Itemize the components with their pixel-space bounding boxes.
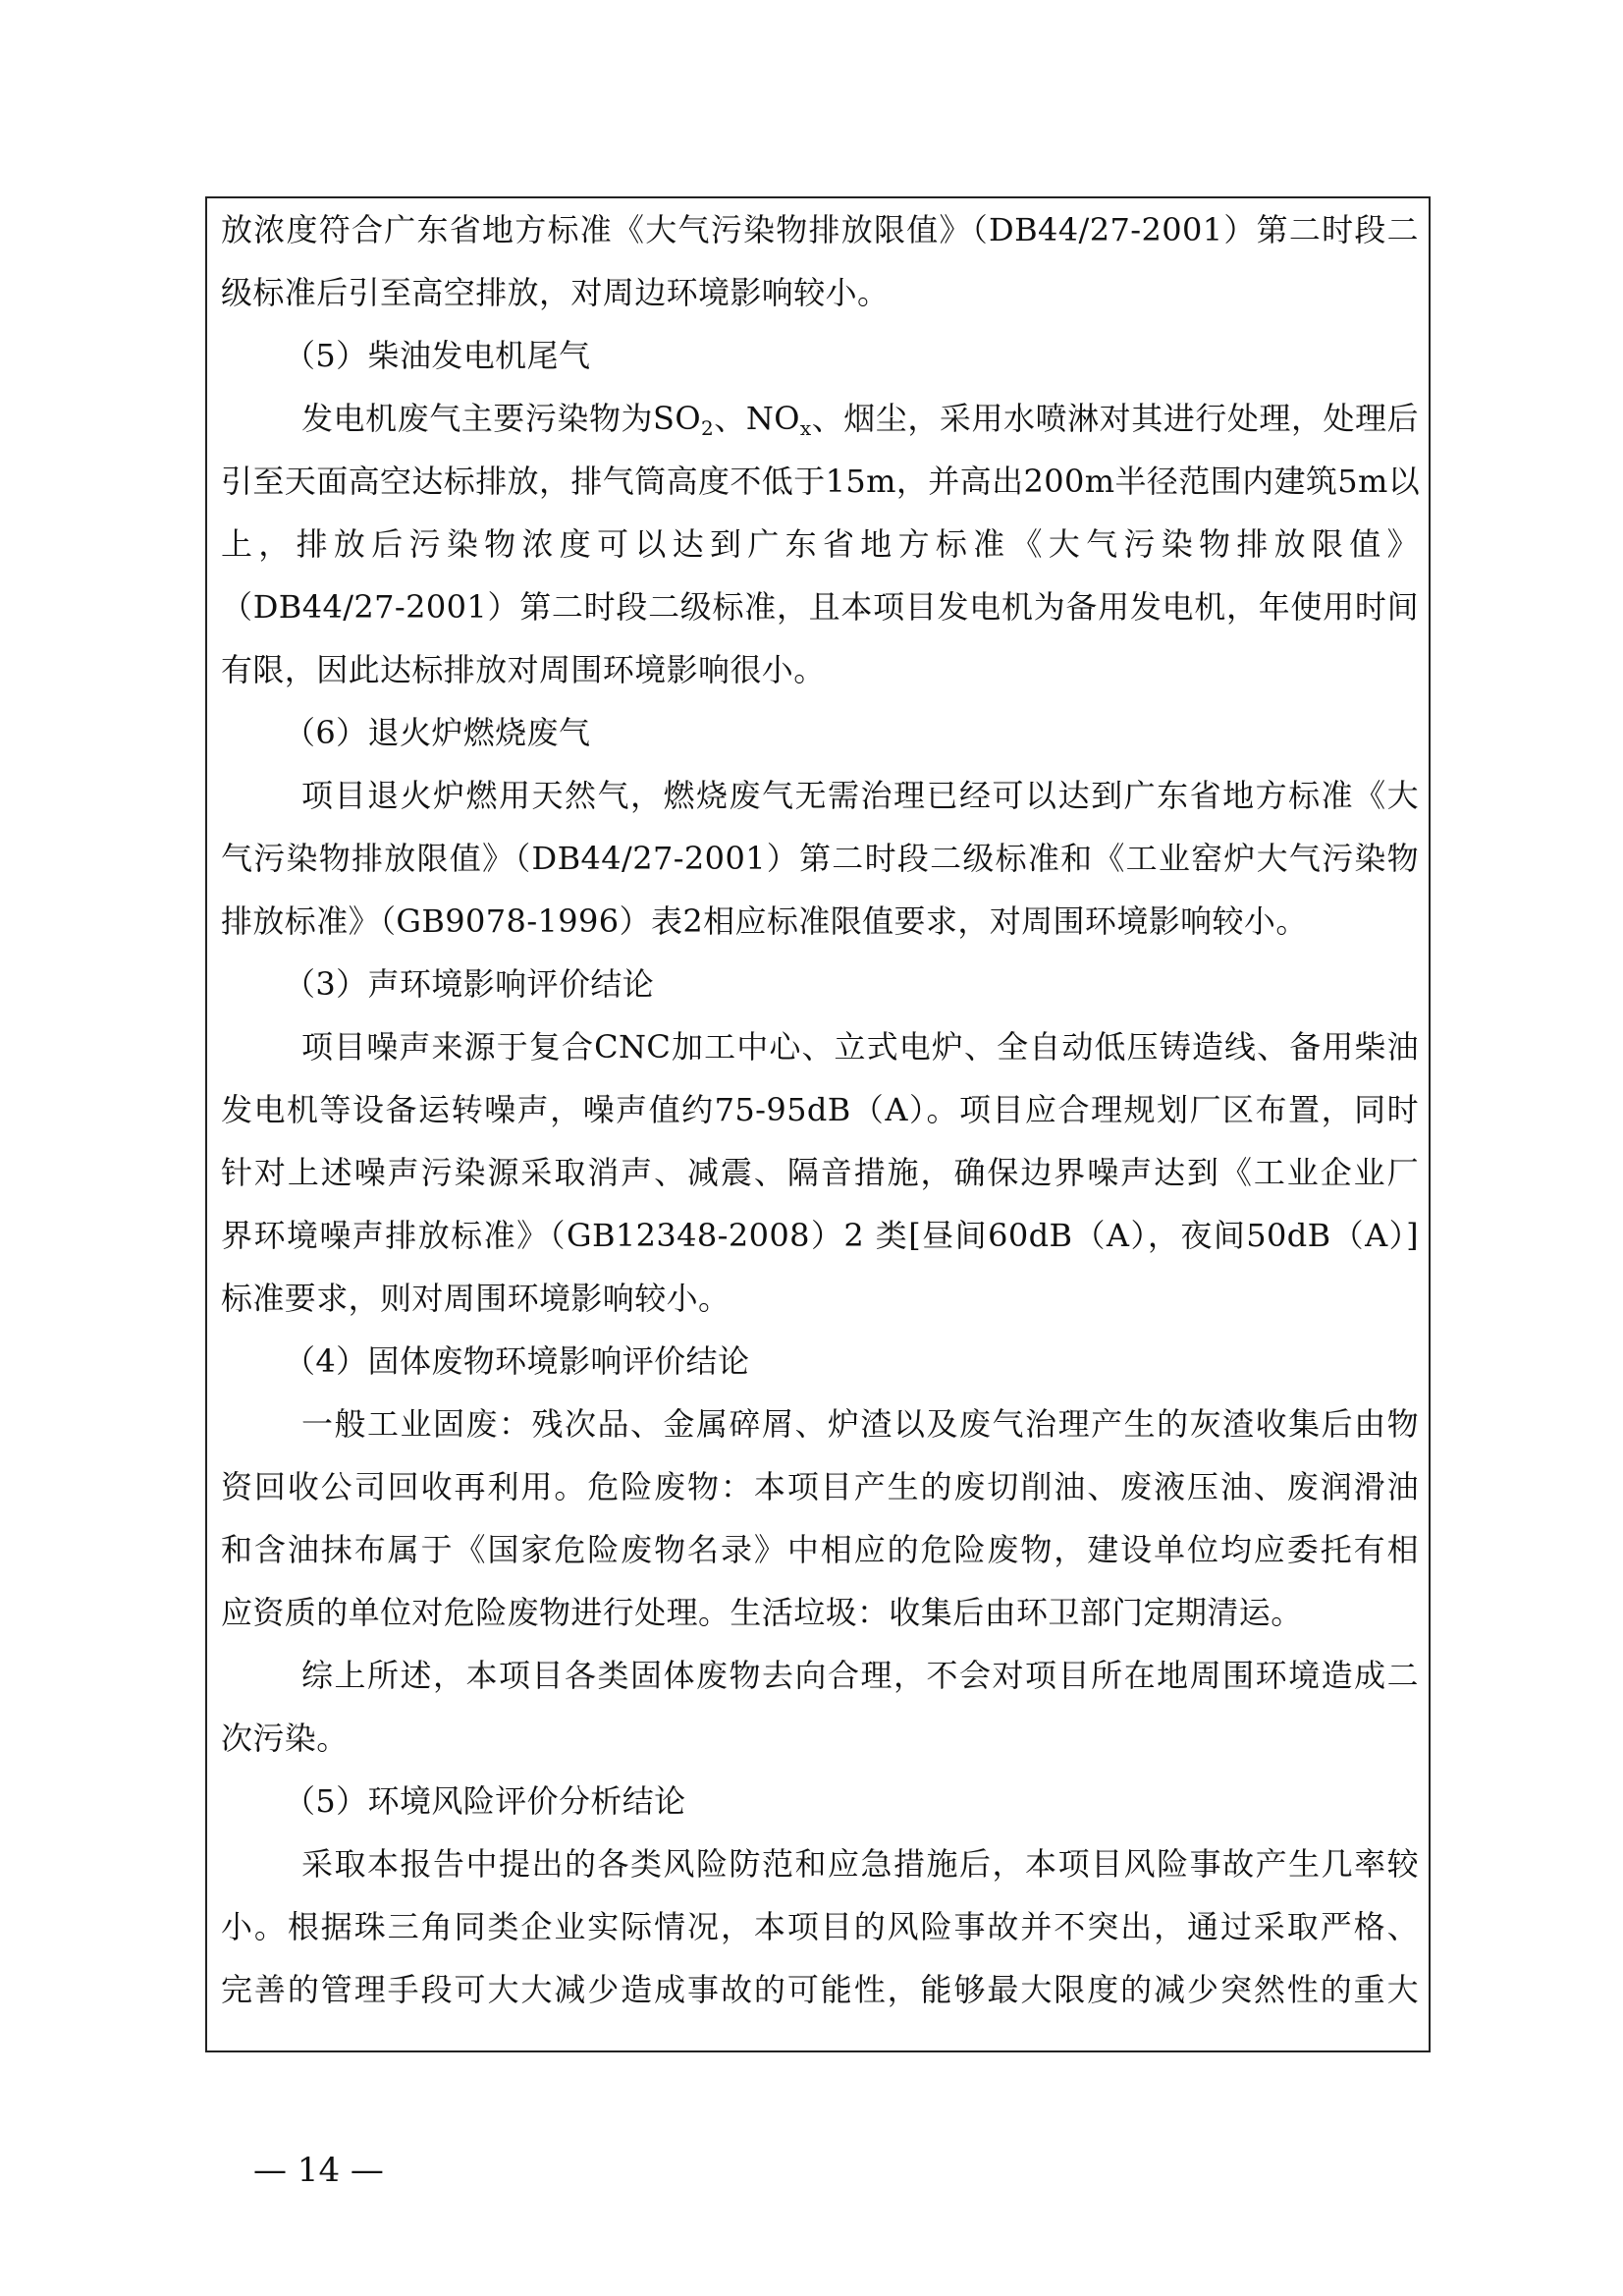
paragraph-line: 项目噪声来源于复合CNC加工中心、立式电炉、全自动低压铸造线、备用柴油 <box>301 1028 1419 1066</box>
section-heading-solid-waste: （4）固体废物环境影响评价结论 <box>284 1342 750 1380</box>
paragraph-line: 针对上述噪声污染源采取消声、减震、隔音措施，确保边界噪声达到《工业企业厂 <box>221 1154 1419 1191</box>
paragraph-line: 气污染物排放限值》（DB44/27-2001）第二时段二级标准和《工业窑炉大气污染物 <box>221 840 1419 877</box>
section-heading-environmental-risk: （5）环境风险评价分析结论 <box>284 1782 686 1820</box>
paragraph-line: 放浓度符合广东省地方标准《大气污染物排放限值》（DB44/27-2001）第二时段二 <box>221 211 1419 248</box>
paragraph-line: 完善的管理手段可大大减少造成事故的可能性，能够最大限度的减少突然性的重大 <box>221 1971 1419 2008</box>
paragraph-line: 上，排放后污染物浓度可以达到广东省地方标准《大气污染物排放限值》 <box>221 525 1419 563</box>
paragraph-line: 采取本报告中提出的各类风险防范和应急措施后，本项目风险事故产生几率较 <box>301 1845 1419 1883</box>
section-heading-annealing-furnace: （6）退火炉燃烧废气 <box>284 714 591 751</box>
text-run: 、NO <box>714 400 800 437</box>
text-run: 、烟尘，采用水喷淋对其进行处理，处理后 <box>811 400 1420 437</box>
document-body <box>221 198 1419 2021</box>
paragraph-line: 项目退火炉燃用天然气，燃烧废气无需治理已经可以达到广东省地方标准《大 <box>301 777 1419 814</box>
paragraph-line: 资回收公司回收再利用。危险废物：本项目产生的废切削油、废液压油、废润滑油 <box>221 1468 1419 1505</box>
paragraph-line: 级标准后引至高空排放，对周边环境影响较小。 <box>221 274 890 311</box>
paragraph-line <box>221 387 1419 450</box>
paragraph-line: （DB44/27-2001）第二时段二级标准，且本项目发电机为备用发电机，年使用时间 <box>221 588 1419 626</box>
paragraph-line: 次污染。 <box>221 1720 349 1757</box>
section-heading-noise: （3）声环境影响评价结论 <box>284 965 655 1003</box>
paragraph-line: 排放标准》（GB9078-1996）表2相应标准限值要求，对周围环境影响较小。 <box>221 902 1308 940</box>
paragraph-line: 引至天面高空达标排放，排气筒高度不低于15m，并高出200m半径范围内建筑5m以 <box>221 463 1421 500</box>
paragraph-line: 一般工业固废：残次品、金属碎屑、炉渣以及废气治理产生的灰渣收集后由物 <box>301 1405 1419 1443</box>
paragraph-line: 标准要求，则对周围环境影响较小。 <box>221 1280 730 1317</box>
paragraph-line: 有限，因此达标排放对周围环境影响很小。 <box>221 651 826 688</box>
text-run: 发电机废气主要污染物为SO <box>301 400 702 437</box>
content-table-frame <box>205 196 1431 2052</box>
paragraph-line: 小。根据珠三角同类企业实际情况，本项目的风险事故并不突出，通过采取严格、 <box>221 1908 1419 1945</box>
paragraph-line: 综上所述，本项目各类固体废物去向合理，不会对项目所在地周围环境造成二 <box>301 1657 1419 1694</box>
paragraph-line: 和含油抹布属于《国家危险废物名录》中相应的危险废物，建设单位均应委托有相 <box>221 1531 1419 1568</box>
paragraph-line: 应资质的单位对危险废物进行处理。生活垃圾：收集后由环卫部门定期清运。 <box>221 1594 1303 1631</box>
subscript-x: x <box>799 416 812 440</box>
paragraph-line: 发电机等设备运转噪声，噪声值约75-95dB（A）。项目应合理规划厂区布置，同时 <box>221 1091 1419 1128</box>
section-heading-diesel-generator: （5）柴油发电机尾气 <box>284 337 591 374</box>
page-number: — 14 — <box>253 2151 384 2190</box>
subscript-2: 2 <box>701 416 715 440</box>
paragraph-line: 界环境噪声排放标准》（GB12348-2008）2 类[昼间60dB（A），夜间50dB（A）] <box>221 1217 1419 1254</box>
